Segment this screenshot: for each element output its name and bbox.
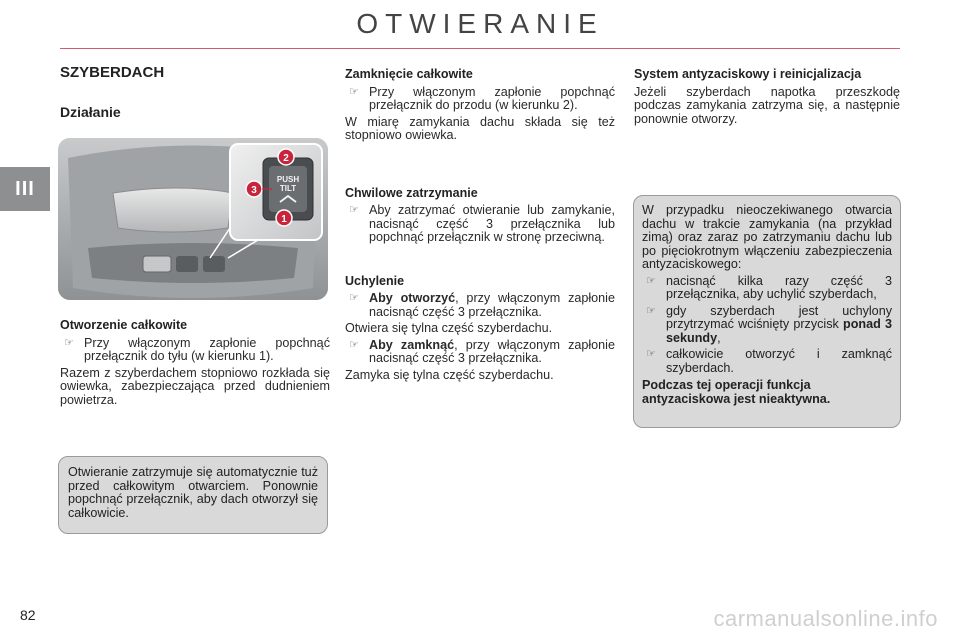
anti-pinch-heading: System antyzaciskowy i reinicjalizacja	[634, 67, 862, 81]
console-image	[58, 138, 328, 300]
note-auto-stop: Otwieranie zatrzymuje się automatycznie tuż przed całkowitym otwarciem. Ponownie popchnąć przełącznik, aby dach otworzył się całkowicie.	[58, 456, 328, 534]
stop-heading: Chwilowe zatrzymanie	[345, 185, 478, 200]
tilt-open-text: Otwiera się tylna część szyberdachu.	[345, 321, 553, 335]
svg-text:2: 2	[283, 153, 289, 164]
svg-text:3: 3	[251, 185, 257, 196]
tilt-heading: Uchylenie	[345, 273, 405, 288]
open-full-text: Razem z szyberdachem stopniowo rozkłada się owiewka, zabezpieczająca przed dudnieniem powietrza.	[60, 365, 330, 407]
page-number: 82	[20, 607, 36, 623]
page-title: OTWIERANIE	[356, 8, 604, 39]
note-reinit: W przypadku nieoczekiwanego otwarcia dachu w trakcie zamykania (na przykład zimą) oraz zaraz po zatrzymaniu dachu lub po pięciokrotnym włączeniu zabezpieczenia antyzaciskowego: ☞ nacisnąć kilka razy część 3 przełącznika, aby uchylić szyberdach, ☞ gdy szyberdach jest uchylony przytrzymać wciśnięty przycisk ponad 3 sekundy, ☞ całkowicie otworzyć i zamknąć szyberdach. Podczas tej operacji funkcja antyzaciskowa jest nieaktywna.	[633, 195, 901, 428]
watermark: carmanualsonline.info	[713, 606, 938, 631]
tilt-close-step: ☞ Aby zamknąć, przy włączonym zapłonie nacisnąć część 3 przełącznika.	[349, 337, 615, 365]
hand-pointer-icon: ☞	[64, 336, 74, 349]
reinit-warning: Podczas tej operacji funkcja antyzaciskowa jest nieaktywna.	[642, 378, 831, 406]
hand-pointer-icon: ☞	[646, 348, 656, 360]
reinit-step-2: ☞ gdy szyberdach jest uchylony przytrzymać wciśnięty przycisk ponad 3 sekundy,	[646, 303, 893, 345]
stop-step: ☞ Aby zatrzymać otwieranie lub zamykanie, nacisnąć część 3 przełącznika lub popchnąć przełącznik w stronę przeciwną.	[349, 203, 615, 244]
reinit-step-1: ☞ nacisnąć kilka razy część 3 przełącznika, aby uchylić szyberdach,	[646, 273, 892, 301]
tilt-open-step: ☞ Aby otworzyć, przy włączonym zapłonie nacisnąć część 3 przełącznika.	[349, 291, 615, 319]
column-3	[634, 68, 900, 129]
hand-pointer-icon: ☞	[646, 304, 656, 317]
chapter-tab: III	[0, 167, 50, 211]
anti-pinch-text: Jeżeli szyberdach napotka przeszkodę podczas zamykania zatrzyma się, a następnie ponownie otworzy.	[634, 84, 900, 126]
hand-pointer-icon: ☞	[349, 204, 359, 216]
callout-2	[278, 149, 294, 165]
close-full-step: ☞ Przy włączonym zapłonie popchnąć przełącznik do przodu (w kierunku 2).	[349, 84, 615, 112]
close-full-heading: Zamknięcie całkowite	[345, 67, 473, 81]
close-full-text: W miarę zamykania dachu składa się też stopniowo owiewka.	[345, 114, 615, 142]
open-full-step: ☞ Przy włączonym zapłonie popchnąć przełącznik do tyłu (w kierunku 1).	[64, 335, 330, 363]
open-full-heading: Otworzenie całkowite	[60, 318, 188, 332]
header-divider	[60, 48, 900, 49]
switch-label-tilt: TILT	[279, 184, 297, 193]
column-1-lower	[60, 319, 330, 410]
hand-pointer-icon: ☞	[349, 338, 359, 351]
column-1	[60, 66, 330, 119]
tilt-close-text: Zamyka się tylna część szyberdachu.	[345, 367, 554, 382]
column-2	[345, 68, 615, 385]
hand-pointer-icon: ☞	[349, 85, 359, 98]
reinit-step-3: ☞ całkowicie otworzyć i zamknąć szyberdach.	[646, 347, 892, 375]
section-title: SZYBERDACH	[60, 64, 165, 81]
callout-1	[276, 210, 292, 226]
hand-pointer-icon: ☞	[646, 274, 656, 287]
switch-label-push: PUSH	[276, 175, 300, 184]
sunroof-switch-illustration	[58, 138, 328, 300]
subsection-title: Działanie	[60, 103, 121, 120]
hand-pointer-icon: ☞	[349, 292, 359, 304]
svg-text:1: 1	[281, 214, 287, 225]
